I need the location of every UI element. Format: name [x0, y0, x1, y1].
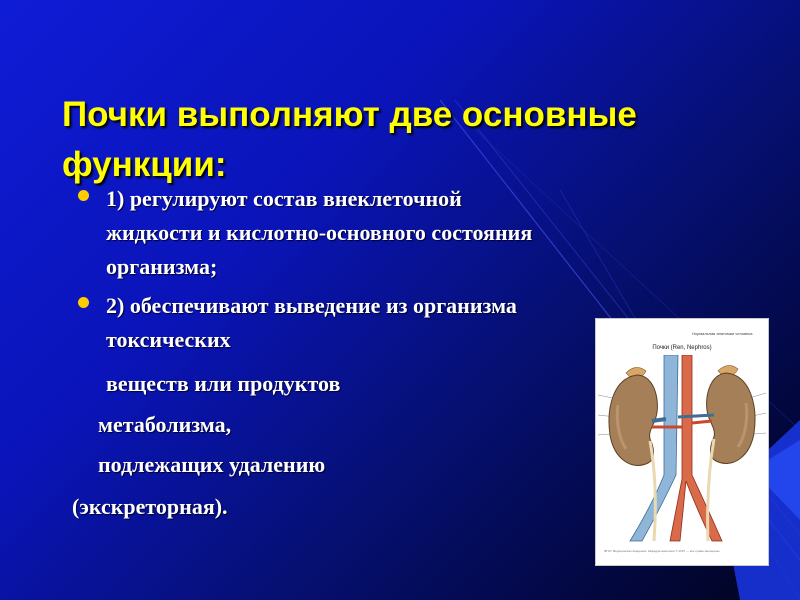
bullet-1-line-2: жидкости и кислотно-основного состояния: [106, 220, 533, 245]
illustration-title: Почки (Ren, Nephros): [652, 345, 712, 351]
bullet-2-line-2: токсических: [106, 327, 231, 352]
kidney-illustration: [595, 318, 769, 566]
kidney-anatomy-drawing: [596, 355, 768, 545]
slide-title-line-1: Почки выполняют две основные: [62, 95, 637, 134]
bullet-1-line-3: организма;: [106, 254, 218, 279]
bullet-1-line-1: 1) регулируют состав внеклеточной: [106, 186, 462, 211]
bullet-2-line-6: (экскреторная).: [72, 494, 228, 519]
illustration-header: Нормальная анатомия человека: [692, 331, 753, 336]
slide-title-line-2: функции:: [62, 145, 227, 184]
bullet-2-line-5: подлежащих удалению: [98, 452, 326, 477]
bullet-2-marker: [78, 297, 89, 308]
slide-title: [62, 90, 792, 190]
bullet-2-line-4: метаболизма,: [98, 412, 232, 437]
illustration-footer: ФГОУ Медицинская Академия. Кафедра анатомии © 2007 — все права защищены: [604, 549, 720, 553]
bullet-2-line-3: веществ или продуктов: [106, 371, 341, 396]
bullet-1-marker: [78, 190, 89, 201]
bullet-2-line-1: 2) обеспечивают выведение из организма: [106, 293, 517, 318]
